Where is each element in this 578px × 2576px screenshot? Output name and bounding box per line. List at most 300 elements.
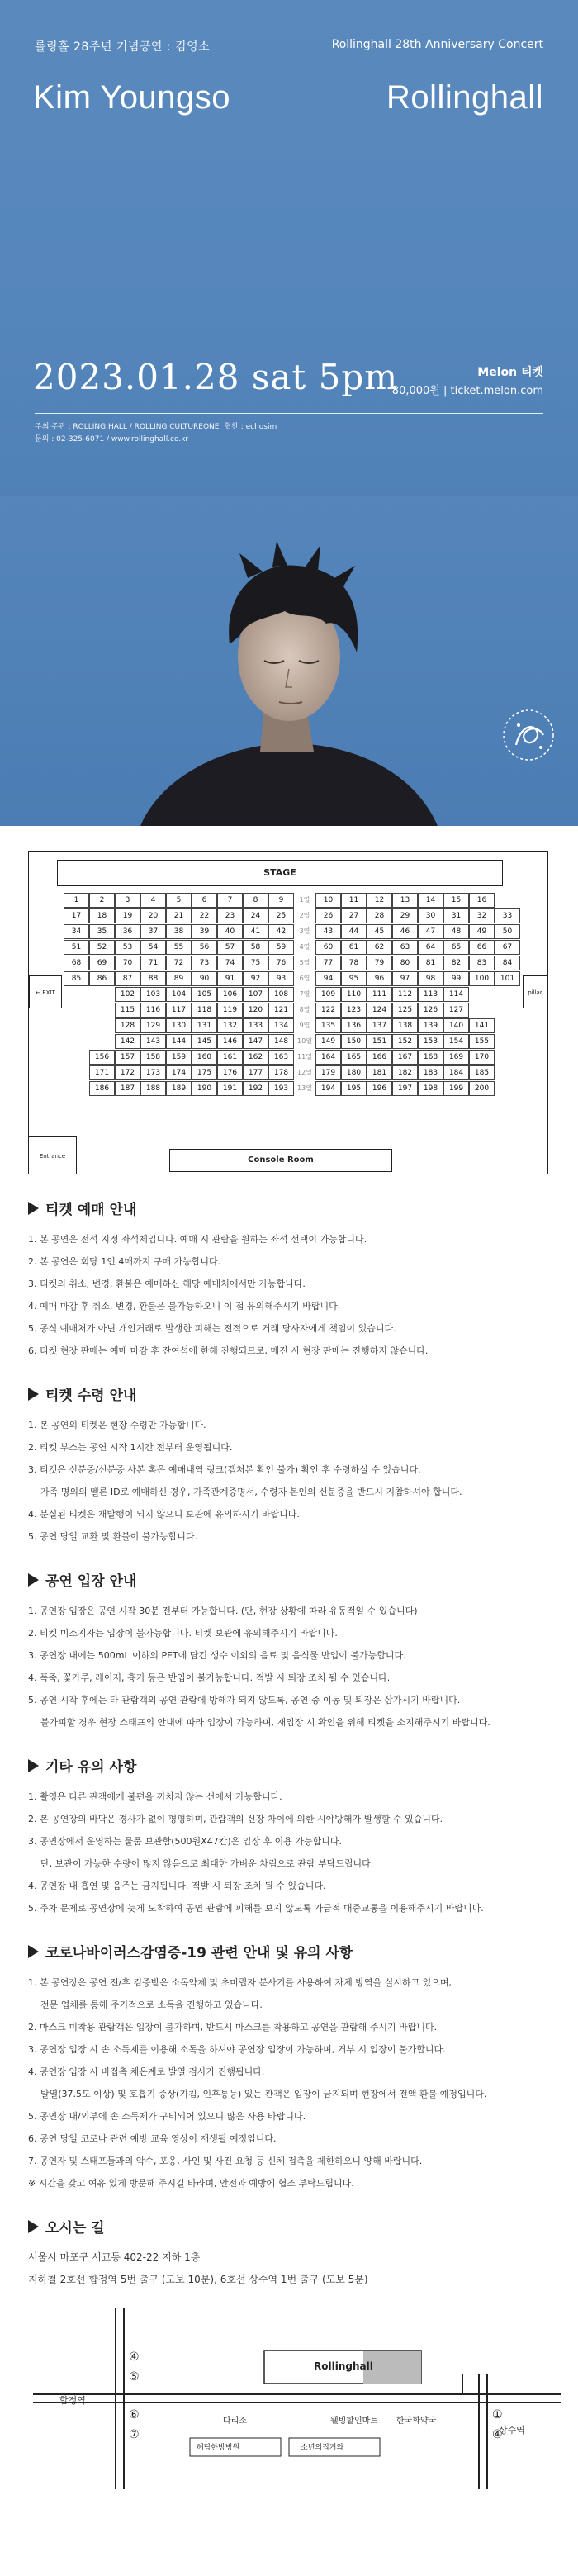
notice-item: 발열(37.5도 이상) 및 호흡기 증상(기침, 인후통등) 있는 관객은 입장이 금지되며 현장에서 전액 환불 예정입니다. [40, 2089, 487, 2099]
row-label: 13열 [297, 1084, 312, 1092]
seat-75[interactable]: 75 [243, 956, 268, 970]
notice-item: 1. 본 공연의 티켓은 현장 수령만 가능합니다. [28, 1420, 206, 1430]
notice-item: 3. 공연장 입장 시 손 소독제를 이용해 소독을 하셔야 공연장 입장이 가능하며, 거부 시 입장이 불가합니다. [28, 2044, 446, 2055]
notice-item: 1. 공연장 입장은 공연 시작 30분 전부터 가능합니다. (단, 현장 상황에 따라 유동적일 수 있습니다) [28, 1606, 418, 1616]
seat-135[interactable]: 135 [315, 1018, 341, 1033]
seat-200[interactable]: 200 [469, 1081, 495, 1096]
seat-106[interactable]: 106 [217, 987, 243, 1002]
map-exit-6: ⑥ [129, 2408, 140, 2422]
notice-item: 4. 예매 마감 후 취소, 변경, 환불은 불가능하오니 이 점 유의해주시기 바랍니다. [28, 1301, 341, 1312]
seat-146[interactable]: 146 [217, 1034, 243, 1049]
seat-77[interactable]: 77 [315, 956, 341, 970]
seat-153[interactable]: 153 [418, 1034, 443, 1049]
notice-item: 2. 티켓 부스는 공연 시작 1시간 전부터 운영됩니다. [28, 1442, 233, 1453]
seat-10[interactable]: 10 [315, 893, 341, 908]
seat-76[interactable]: 76 [268, 956, 294, 970]
seat-126[interactable]: 126 [418, 1003, 443, 1018]
notice-section [28, 1755, 550, 1919]
seat-7[interactable]: 7 [217, 893, 243, 908]
seat-53[interactable]: 53 [115, 940, 140, 955]
seat-8[interactable]: 8 [243, 893, 268, 908]
seat-72[interactable]: 72 [166, 956, 192, 970]
seat-193[interactable]: 193 [268, 1081, 294, 1096]
seat-98[interactable]: 98 [418, 971, 443, 986]
seat-130[interactable]: 130 [166, 1018, 192, 1033]
map-sangsu: 상수역 [499, 2425, 525, 2436]
seat-179[interactable]: 179 [315, 1065, 341, 1080]
seat-89[interactable]: 89 [166, 971, 192, 986]
seat-113[interactable]: 113 [418, 987, 443, 1002]
map-exit-4: ④ [129, 2351, 140, 2364]
seat-144[interactable]: 144 [166, 1034, 192, 1049]
seat-12[interactable]: 12 [367, 893, 392, 908]
seat-131[interactable]: 131 [192, 1018, 217, 1033]
seat-54[interactable]: 54 [140, 940, 166, 955]
seat-60[interactable]: 60 [315, 940, 341, 955]
notice-item: 3. 공연장에서 운영하는 물품 보관함(500원X47칸)은 입장 후 이용 가능합니다. [28, 1836, 342, 1847]
venue-name: Rollinghall [386, 79, 543, 116]
directions-title [28, 2216, 550, 2237]
seat-49[interactable]: 49 [469, 924, 495, 939]
seat-160[interactable]: 160 [192, 1050, 217, 1065]
seat-196[interactable]: 196 [367, 1081, 392, 1096]
seat-35[interactable]: 35 [89, 924, 115, 939]
seat-198[interactable]: 198 [418, 1081, 443, 1096]
row-label: 3열 [299, 927, 310, 935]
seat-164[interactable]: 164 [315, 1050, 341, 1065]
map-haeng: 해담한방병원 [197, 2444, 240, 2452]
seat-182[interactable]: 182 [392, 1065, 418, 1080]
seat-152[interactable]: 152 [392, 1034, 418, 1049]
seat-157[interactable]: 157 [115, 1050, 140, 1065]
seat-85[interactable]: 85 [64, 971, 89, 986]
seat-61[interactable]: 61 [341, 940, 367, 955]
credit-sponsor: 협찬 : echosim [224, 423, 277, 431]
seat-70[interactable]: 70 [115, 956, 140, 970]
notice-item: 1. 본 공연은 전석 지정 좌석제입니다. 예매 시 관람을 원하는 좌석 선택이 가능합니다. [28, 1234, 367, 1245]
notice-item: 4. 분실된 티켓은 재발행이 되지 않으니 보관에 유의하시기 바랍니다. [28, 1509, 300, 1520]
seat-129[interactable]: 129 [140, 1018, 166, 1033]
seat-66[interactable]: 66 [469, 940, 495, 955]
section-title [28, 1941, 550, 1962]
seat-173[interactable]: 173 [140, 1065, 166, 1080]
map-exit-1: ① [492, 2408, 503, 2422]
seat-138[interactable]: 138 [392, 1018, 418, 1033]
seat-36[interactable]: 36 [115, 924, 140, 939]
notice-item: 5. 주차 문제로 공연장에 늦게 도착하여 공연 관람에 피해를 보지 않도록 가급적 대중교통을 이용해주시기 바랍니다. [28, 1903, 484, 1914]
seat-101[interactable]: 101 [495, 971, 520, 986]
seat-95[interactable]: 95 [341, 971, 367, 986]
row-label: 8열 [299, 1006, 310, 1013]
seat-120[interactable]: 120 [243, 1003, 268, 1018]
entrance-marker: Entrance [29, 1136, 77, 1174]
seat-100[interactable]: 100 [469, 971, 495, 986]
seat-59[interactable]: 59 [268, 940, 294, 955]
seat-188[interactable]: 188 [140, 1081, 166, 1096]
seat-148[interactable]: 148 [268, 1034, 294, 1049]
seat-47[interactable]: 47 [418, 924, 443, 939]
seat-1[interactable]: 1 [64, 893, 89, 908]
row-label: 1열 [299, 896, 310, 904]
row-label: 5열 [299, 959, 310, 966]
seat-145[interactable]: 145 [192, 1034, 217, 1049]
seat-119[interactable]: 119 [217, 1003, 243, 1018]
notice-item: 5. 공연장 내/외부에 손 소독제가 구비되어 있으니 많은 사용 바랍니다. [28, 2111, 306, 2122]
seat-128[interactable]: 128 [115, 1018, 140, 1033]
seat-183[interactable]: 183 [418, 1065, 443, 1080]
seat-65[interactable]: 65 [443, 940, 469, 955]
concert-date: 2023.01.28 sat 5pm [33, 357, 399, 397]
seat-159[interactable]: 159 [166, 1050, 192, 1065]
artist-portrait [0, 496, 578, 826]
seat-62[interactable]: 62 [367, 940, 392, 955]
seat-16[interactable]: 16 [469, 893, 495, 908]
seat-177[interactable]: 177 [243, 1065, 268, 1080]
seat-48[interactable]: 48 [443, 924, 469, 939]
artist-name: Kim Youngso [33, 79, 231, 116]
seat-94[interactable]: 94 [315, 971, 341, 986]
seat-118[interactable]: 118 [192, 1003, 217, 1018]
section-title [28, 1569, 550, 1590]
seat-9[interactable]: 9 [268, 893, 294, 908]
seat-168[interactable]: 168 [418, 1050, 443, 1065]
seat-52[interactable]: 52 [89, 940, 115, 955]
seat-111[interactable]: 111 [367, 987, 392, 1002]
notice-item: 1. 본 공연장은 공연 전/후 검증받은 소독약제 및 초미립자 분사기를 사용하여 자체 방역을 실시하고 있으며, [28, 1977, 452, 1988]
seat-141[interactable]: 141 [469, 1018, 495, 1033]
seat-26[interactable]: 26 [315, 908, 341, 923]
row-label: 11열 [297, 1053, 312, 1060]
seat-104[interactable]: 104 [166, 987, 192, 1002]
map-drawing [0, 2291, 578, 2531]
seat-187[interactable]: 187 [115, 1081, 140, 1096]
seat-27[interactable]: 27 [341, 908, 367, 923]
section-heading: 공연 입장 안내 [45, 1573, 137, 1590]
seat-189[interactable]: 189 [166, 1081, 192, 1096]
seat-map [28, 851, 548, 1174]
seat-74[interactable]: 74 [217, 956, 243, 970]
seat-140[interactable]: 140 [443, 1018, 469, 1033]
seat-17[interactable]: 17 [64, 908, 89, 923]
seat-2[interactable]: 2 [89, 893, 115, 908]
seat-142[interactable]: 142 [115, 1034, 140, 1049]
map-yeonggeon: 웰빙할인마트 [330, 2417, 378, 2426]
poster-divider [35, 413, 543, 414]
seat-68[interactable]: 68 [64, 956, 89, 970]
poster-credits [35, 421, 282, 446]
notice-item: 7. 공연자 및 스태프들과의 악수, 포옹, 사인 및 사진 요청 등 신체 접촉을 제한하오니 양해 바랍니다. [28, 2156, 423, 2166]
seat-132[interactable]: 132 [217, 1018, 243, 1033]
notice-item: 6. 티켓 현장 판매는 예매 마감 후 잔여석에 한해 진행되므로, 매진 시 현장 판매는 진행하지 않습니다. [28, 1345, 429, 1356]
section-heading: 티켓 예매 안내 [45, 1202, 137, 1218]
seat-137[interactable]: 137 [367, 1018, 392, 1033]
seat-51[interactable]: 51 [64, 940, 89, 955]
seat-56[interactable]: 56 [192, 940, 217, 955]
seat-143[interactable]: 143 [140, 1034, 166, 1049]
seat-82[interactable]: 82 [443, 956, 469, 970]
seat-46[interactable]: 46 [392, 924, 418, 939]
notice-sections [0, 1198, 578, 2194]
triangle-bullet-icon [28, 1573, 39, 1587]
map-soseon: 소년의집거와 [301, 2444, 344, 2452]
seat-45[interactable]: 45 [367, 924, 392, 939]
map-hanguk: 한국화약국 [396, 2417, 437, 2426]
seat-13[interactable]: 13 [392, 893, 418, 908]
seat-92[interactable]: 92 [243, 971, 268, 986]
seat-57[interactable]: 57 [217, 940, 243, 955]
seat-171[interactable]: 171 [89, 1065, 115, 1080]
seat-78[interactable]: 78 [341, 956, 367, 970]
seat-3[interactable]: 3 [115, 893, 140, 908]
seat-38[interactable]: 38 [166, 924, 192, 939]
seat-114[interactable]: 114 [443, 987, 469, 1002]
notice-item: 3. 티켓은 신분증/신분증 사본 혹은 예매내역 링크(캡처본 확인 불가) 확인 후 수령하실 수 있습니다. [28, 1464, 421, 1475]
seat-175[interactable]: 175 [192, 1065, 217, 1080]
seat-112[interactable]: 112 [392, 987, 418, 1002]
map-exit-7: ⑦ [129, 2428, 140, 2441]
seat-69[interactable]: 69 [89, 956, 115, 970]
section-title [28, 1755, 550, 1776]
seat-166[interactable]: 166 [367, 1050, 392, 1065]
seat-116[interactable]: 116 [140, 1003, 166, 1018]
notice-item: 1. 촬영은 다른 관객에게 불편을 끼치지 않는 선에서 가능합니다. [28, 1791, 282, 1802]
seat-151[interactable]: 151 [367, 1034, 392, 1049]
seat-169[interactable]: 169 [443, 1050, 469, 1065]
notice-item: 2. 본 공연은 회당 1인 4매까지 구매 가능합니다. [28, 1256, 221, 1267]
row-label: 7열 [299, 990, 310, 998]
seat-127[interactable]: 127 [443, 1003, 469, 1018]
seat-81[interactable]: 81 [418, 956, 443, 970]
seat-99[interactable]: 99 [443, 971, 469, 986]
notice-item: 전문 업체를 통해 주기적으로 소독을 진행하고 있습니다. [40, 2000, 263, 2010]
seat-133[interactable]: 133 [243, 1018, 268, 1033]
seat-55[interactable]: 55 [166, 940, 192, 955]
seat-42[interactable]: 42 [268, 924, 294, 939]
seat-167[interactable]: 167 [392, 1050, 418, 1065]
seat-122[interactable]: 122 [315, 1003, 341, 1018]
seat-73[interactable]: 73 [192, 956, 217, 970]
seating-chart [0, 826, 578, 1181]
notice-section [28, 1198, 550, 1362]
seat-117[interactable]: 117 [166, 1003, 192, 1018]
notice-item: 5. 공식 예매처가 아닌 개인거래로 발생한 피해는 전적으로 거래 당사자에게 책임이 있습니다. [28, 1323, 396, 1334]
map-hapjeong: 합정역 [59, 2395, 86, 2406]
seat-174[interactable]: 174 [166, 1065, 192, 1080]
seat-87[interactable]: 87 [115, 971, 140, 986]
notice-item: 4. 폭죽, 꽃가루, 레이저, 흉기 등은 반입이 불가능합니다. 적발 시 퇴장 조치 될 수 있습니다. [28, 1672, 391, 1683]
seat-170[interactable]: 170 [469, 1050, 495, 1065]
seat-79[interactable]: 79 [367, 956, 392, 970]
seat-5[interactable]: 5 [166, 893, 192, 908]
directions-heading: 오시는 길 [45, 2220, 105, 2237]
seat-149[interactable]: 149 [315, 1034, 341, 1049]
seat-88[interactable]: 88 [140, 971, 166, 986]
seat-181[interactable]: 181 [367, 1065, 392, 1080]
pillar-marker: pillar [523, 975, 547, 1008]
seat-19[interactable]: 19 [115, 908, 140, 923]
seat-58[interactable]: 58 [243, 940, 268, 955]
seat-125[interactable]: 125 [392, 1003, 418, 1018]
map-rollinghall: Rollinghall [314, 2360, 373, 2372]
section-heading: 티켓 수령 안내 [45, 1388, 137, 1404]
seat-161[interactable]: 161 [217, 1050, 243, 1065]
notice-item: 2. 티켓 미소지자는 입장이 불가능합니다. 티켓 보관에 유의해주시기 바랍니다. [28, 1628, 338, 1639]
row-label: 4열 [299, 943, 310, 951]
console-room: Console Room [169, 1149, 392, 1172]
triangle-bullet-icon [28, 1759, 39, 1772]
seat-31[interactable]: 31 [443, 908, 469, 923]
seat-191[interactable]: 191 [217, 1081, 243, 1096]
seat-178[interactable]: 178 [268, 1065, 294, 1080]
seat-30[interactable]: 30 [418, 908, 443, 923]
notice-item: 4. 공연장 입장 시 비접촉 체온계로 발열 검사가 진행됩니다. [28, 2066, 265, 2077]
seat-185[interactable]: 185 [469, 1065, 495, 1080]
seat-29[interactable]: 29 [392, 908, 418, 923]
poster-anniversary: Rollinghall 28th Anniversary Concert [331, 38, 543, 51]
notice-item: 불가피할 경우 현장 스태프의 안내에 따라 입장이 가능하며, 재입장 시 확인을 위해 티켓을 소지해주시기 바랍니다. [40, 1717, 490, 1728]
section-heading: 기타 유의 사항 [45, 1759, 137, 1776]
notice-section [28, 1569, 550, 1734]
seat-22[interactable]: 22 [192, 908, 217, 923]
notice-item: 4. 공연장 내 흡연 및 음주는 금지됩니다. 적발 시 퇴장 조치 될 수 있습니다. [28, 1881, 326, 1891]
seat-115[interactable]: 115 [115, 1003, 140, 1018]
triangle-bullet-icon [28, 1202, 39, 1215]
poster-subtitle: 롤링홀 28주년 기념공연 : 김영소 [35, 40, 211, 54]
seat-105[interactable]: 105 [192, 987, 217, 1002]
directions-section [0, 2216, 578, 2291]
seat-150[interactable]: 150 [341, 1034, 367, 1049]
seat-39[interactable]: 39 [192, 924, 217, 939]
seat-139[interactable]: 139 [418, 1018, 443, 1033]
seat-123[interactable]: 123 [341, 1003, 367, 1018]
seat-192[interactable]: 192 [243, 1081, 268, 1096]
location-map [0, 2291, 578, 2531]
row-label: 2열 [299, 912, 310, 919]
triangle-bullet-icon [28, 2220, 39, 2233]
section-heading: 코로나바이러스감염증-19 관련 안내 및 유의 사항 [45, 1945, 353, 1962]
seat-91[interactable]: 91 [217, 971, 243, 986]
seat-63[interactable]: 63 [392, 940, 418, 955]
seat-34[interactable]: 34 [64, 924, 89, 939]
seat-110[interactable]: 110 [341, 987, 367, 1002]
seat-97[interactable]: 97 [392, 971, 418, 986]
seat-15[interactable]: 15 [443, 893, 469, 908]
seat-186[interactable]: 186 [89, 1081, 115, 1096]
seat-154[interactable]: 154 [443, 1034, 469, 1049]
seat-96[interactable]: 96 [367, 971, 392, 986]
row-label: 9열 [299, 1022, 310, 1029]
seat-172[interactable]: 172 [115, 1065, 140, 1080]
seat-103[interactable]: 103 [140, 987, 166, 1002]
seat-93[interactable]: 93 [268, 971, 294, 986]
seat-80[interactable]: 80 [392, 956, 418, 970]
directions-address: 서울시 마포구 서교동 402-22 지하 1층 [28, 2251, 201, 2263]
seat-43[interactable]: 43 [315, 924, 341, 939]
rollinghall-since-logo [495, 702, 561, 768]
notice-section [28, 1941, 550, 2194]
seat-11[interactable]: 11 [341, 893, 367, 908]
concert-poster [0, 0, 578, 826]
stage: STAGE [57, 860, 503, 886]
seat-18[interactable]: 18 [89, 908, 115, 923]
seat-21[interactable]: 21 [166, 908, 192, 923]
seat-176[interactable]: 176 [217, 1065, 243, 1080]
seat-6[interactable]: 6 [192, 893, 217, 908]
notice-item: 3. 공연장 내에는 500mL 이하의 PET에 담긴 생수 이외의 음료 및 음식물 반입이 불가능합니다. [28, 1650, 406, 1661]
seat-158[interactable]: 158 [140, 1050, 166, 1065]
seat-50[interactable]: 50 [495, 924, 520, 939]
seat-190[interactable]: 190 [192, 1081, 217, 1096]
seat-40[interactable]: 40 [217, 924, 243, 939]
seat-102[interactable]: 102 [115, 987, 140, 1002]
notice-item: 2. 본 공연장의 바닥은 경사가 없이 평평하며, 관람객의 신장 차이에 의한 시야방해가 발생할 수 있습니다. [28, 1814, 443, 1824]
seat-163[interactable]: 163 [268, 1050, 294, 1065]
seat-20[interactable]: 20 [140, 908, 166, 923]
seat-134[interactable]: 134 [268, 1018, 294, 1033]
seat-86[interactable]: 86 [89, 971, 115, 986]
seat-64[interactable]: 64 [418, 940, 443, 955]
seat-4[interactable]: 4 [140, 893, 166, 908]
seat-147[interactable]: 147 [243, 1034, 268, 1049]
seat-180[interactable]: 180 [341, 1065, 367, 1080]
seat-156[interactable]: 156 [89, 1050, 115, 1065]
seat-23[interactable]: 23 [217, 908, 243, 923]
seat-109[interactable]: 109 [315, 987, 341, 1002]
seat-108[interactable]: 108 [268, 987, 294, 1002]
seat-44[interactable]: 44 [341, 924, 367, 939]
seat-24[interactable]: 24 [243, 908, 268, 923]
notice-section [28, 1383, 550, 1548]
notice-item: 5. 공연 당일 교환 및 환불이 불가능합니다. [28, 1531, 197, 1542]
section-title [28, 1383, 550, 1404]
seat-162[interactable]: 162 [243, 1050, 268, 1065]
seat-41[interactable]: 41 [243, 924, 268, 939]
seat-124[interactable]: 124 [367, 1003, 392, 1018]
seat-84[interactable]: 84 [495, 956, 520, 970]
seat-67[interactable]: 67 [495, 940, 520, 955]
seat-155[interactable]: 155 [469, 1034, 495, 1049]
notice-item: 5. 공연 시작 후에는 타 관람객의 공연 관람에 방해가 되지 않도록, 공연 중 이동 및 퇴장은 삼가시기 바랍니다. [28, 1695, 461, 1705]
seat-184[interactable]: 184 [443, 1065, 469, 1080]
seat-165[interactable]: 165 [341, 1050, 367, 1065]
map-dadison: 다리소 [223, 2417, 247, 2426]
seat-194[interactable]: 194 [315, 1081, 341, 1096]
seat-25[interactable]: 25 [268, 908, 294, 923]
notice-item: 6. 공연 당일 코로나 관련 예방 교육 영상이 재생될 예정입니다. [28, 2133, 277, 2144]
seat-33[interactable]: 33 [495, 908, 520, 923]
triangle-bullet-icon [28, 1945, 39, 1958]
seat-90[interactable]: 90 [192, 971, 217, 986]
seat-197[interactable]: 197 [392, 1081, 418, 1096]
melon-ticket-label: Melon 티켓 [477, 366, 543, 379]
ticket-price: 80,000원 | ticket.melon.com [391, 385, 543, 397]
seat-83[interactable]: 83 [469, 956, 495, 970]
seat-199[interactable]: 199 [443, 1081, 469, 1096]
notice-item: ※ 시간을 갖고 여유 있게 방문해 주시길 바라며, 안전과 예방에 협조 부탁드립니다. [28, 2178, 354, 2189]
seat-32[interactable]: 32 [469, 908, 495, 923]
seat-121[interactable]: 121 [268, 1003, 294, 1018]
notice-item: 가족 명의의 멜론 ID로 예매하신 경우, 가족관계증명서, 수령자 본인의 신분증을 반드시 지참하셔야 합니다. [40, 1487, 462, 1497]
triangle-bullet-icon [28, 1388, 39, 1401]
seat-107[interactable]: 107 [243, 987, 268, 1002]
seat-136[interactable]: 136 [341, 1018, 367, 1033]
seat-71[interactable]: 71 [140, 956, 166, 970]
seat-14[interactable]: 14 [418, 893, 443, 908]
seat-37[interactable]: 37 [140, 924, 166, 939]
seat-28[interactable]: 28 [367, 908, 392, 923]
exit-marker: ← EXIT [29, 975, 62, 1008]
seat-195[interactable]: 195 [341, 1081, 367, 1096]
